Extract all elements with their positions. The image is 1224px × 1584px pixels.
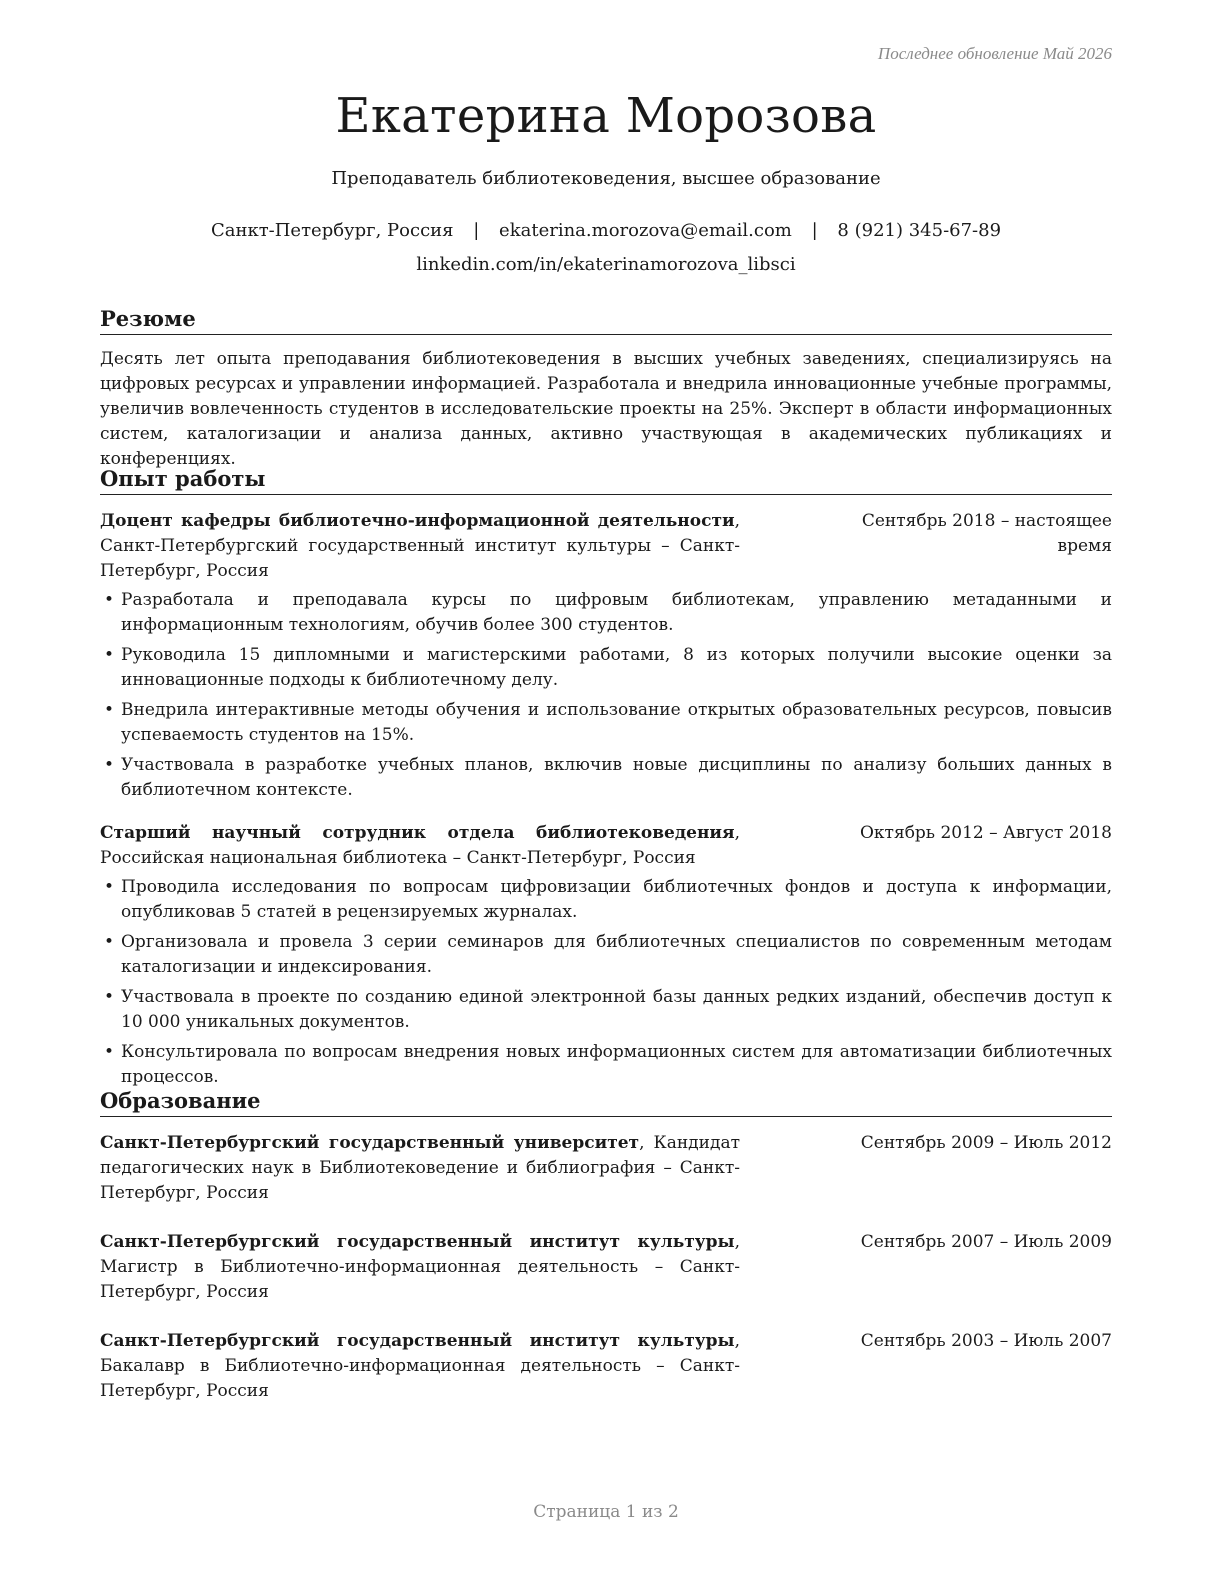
- summary-text: Десять лет опыта преподавания библиотековедения в высших учебных заведениях, специализируясь на цифровых ресурсах и управлении информацией. Разработала и внедрила инновационные учебные программы, увеличив вовлеченность студентов в исследовательские проекты на 25%. Эксперт в области информационных систем, каталогизации и анализа данных, активно участвующая в академических публикациях и конференциях.: [100, 349, 1112, 469]
- job-role: Старший научный сотрудник отдела библиотековедения: [100, 823, 735, 843]
- section-title-experience: Опыт работы: [100, 466, 1112, 495]
- education-dates: Сентябрь 2007 – Июль 2009: [860, 1232, 1112, 1252]
- resume-page: [100, 0, 1112, 1584]
- section-title-summary: Резюме: [100, 306, 1112, 335]
- degree: , Магистр в Библиотечно-информационная деятельность – Санкт-Петербург, Россия: [100, 1232, 740, 1302]
- degree: , Кандидат педагогических наук в Библиотековедение и библиография – Санкт-Петербург, Россия: [100, 1133, 740, 1203]
- separator: |: [473, 220, 480, 241]
- job-role: Доцент кафедры библиотечно-информационной деятельности: [100, 511, 735, 531]
- job-dates: Октябрь 2012 – Август 2018: [860, 823, 1112, 843]
- bullet-item: • Проводила исследования по вопросам цифровизации библиотечных фондов и доступа к информации, опубликовав 5 статей в рецензируемых журналах.: [100, 875, 1112, 925]
- contact-line: [100, 220, 1112, 241]
- job-bullets: [100, 588, 1112, 803]
- education-entry: [100, 1329, 1112, 1404]
- bullet-item: • Руководила 15 дипломными и магистерскими работами, 8 из которых получили высокие оценки за инновационные подходы к библиотечному делу.: [100, 643, 1112, 693]
- bullet-item: • Разработала и преподавала курсы по цифровым библиотекам, управлению метаданными и информационным технологиям, обучив более 300 студентов.: [100, 588, 1112, 638]
- page-number: Страница 1 из 2: [533, 1502, 679, 1522]
- education-entry: [100, 1230, 1112, 1305]
- bullet-item: • Организовала и провела 3 серии семинаров для библиотечных специалистов по современным методам каталогизации и индексирования.: [100, 930, 1112, 980]
- location: Санкт-Петербург, Россия: [210, 220, 454, 241]
- linkedin-link[interactable]: linkedin.com/in/ekaterinamorozova_libsci: [416, 254, 796, 275]
- education-heading: [100, 1329, 740, 1404]
- job-heading: [100, 821, 740, 871]
- job-dates: Сентябрь 2018 – настоящее время: [861, 511, 1112, 556]
- education-heading: [100, 1131, 740, 1206]
- education-heading: [100, 1230, 740, 1305]
- summary-section: [100, 306, 1112, 472]
- education-section: [100, 1088, 1112, 1404]
- job-org: , Российская национальная библиотека – Санкт-Петербург, Россия: [100, 823, 740, 868]
- last-updated: Последнее обновление Май 2026: [877, 44, 1112, 63]
- school-name: Санкт-Петербургский государственный университет: [100, 1133, 640, 1153]
- job-org: , Санкт-Петербургский государственный институт культуры – Санкт-Петербург, Россия: [100, 511, 740, 581]
- bullet-item: • Участвовала в разработке учебных планов, включив новые дисциплины по анализу больших данных в библиотечном контексте.: [100, 753, 1112, 803]
- job-bullets: [100, 875, 1112, 1090]
- education-dates: Сентябрь 2003 – Июль 2007: [860, 1331, 1112, 1351]
- job-entry: [100, 821, 1112, 1090]
- experience-section: [100, 466, 1112, 1095]
- degree: , Бакалавр в Библиотечно-информационная деятельность – Санкт-Петербург, Россия: [100, 1331, 740, 1401]
- school-name: Санкт-Петербургский государственный институт культуры: [100, 1331, 735, 1351]
- education-entry: [100, 1131, 1112, 1206]
- phone: 8 (921) 345-67-89: [837, 220, 1002, 241]
- job-heading: [100, 509, 740, 584]
- bullet-item: • Внедрила интерактивные методы обучения и использование открытых образовательных ресурсов, повысив успеваемость студентов на 15%.: [100, 698, 1112, 748]
- email-link[interactable]: ekaterina.morozova@email.com: [499, 220, 792, 241]
- candidate-title: Преподаватель библиотековедения, высшее образование: [331, 168, 881, 189]
- school-name: Санкт-Петербургский государственный институт культуры: [100, 1232, 735, 1252]
- bullet-item: • Участвовала в проекте по созданию единой электронной базы данных редких изданий, обеспечив доступ к 10 000 уникальных документов.: [100, 985, 1112, 1035]
- education-dates: Сентябрь 2009 – Июль 2012: [860, 1133, 1112, 1153]
- bullet-item: • Консультировала по вопросам внедрения новых информационных систем для автоматизации библиотечных процессов.: [100, 1040, 1112, 1090]
- separator: |: [811, 220, 818, 241]
- section-title-education: Образование: [100, 1088, 1112, 1117]
- job-entry: [100, 509, 1112, 803]
- candidate-name: Екатерина Морозова: [335, 88, 877, 144]
